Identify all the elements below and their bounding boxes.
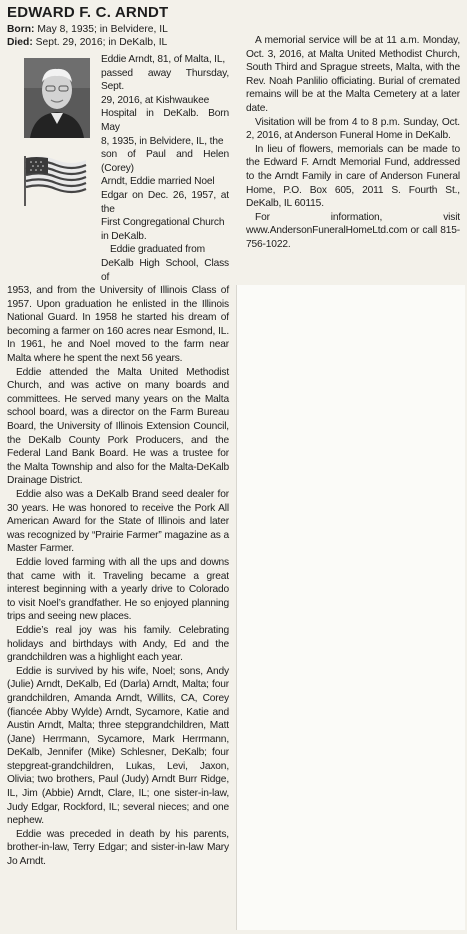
- awards-paragraph: Eddie also was a DeKalb Brand seed dealer for 30 years. He was honored to receive the Pork All American Award for the State of Illinois and later was recognized by “Prairie Farmer” magazine as a Master Farmer.: [7, 489, 229, 555]
- intro-line: Edgar on Dec. 26, 1957, at the: [101, 189, 229, 215]
- visitation-paragraph: Visitation will be from 4 to 8 p.m. Sunday, Oct. 2, 2016, at Anderson Funeral Home in DeKalb.: [246, 116, 460, 142]
- intro-block: [7, 53, 229, 284]
- community-paragraph: Eddie attended the Malta United Methodist Church, and was active on many boards and committees. He served many years on the Malta school board, was a director on the Farm Bureau Board, the University of Illinois Extension Council, the DeKalb County Pork Producers, and the Federal Land Bank Board. He was a trustee for the Malta Township and also for the Malta-DeKalb Drainage District.: [7, 366, 229, 487]
- intro-line: Arndt, Eddie married Noel: [101, 176, 215, 188]
- family-joy-paragraph: Eddie’s real joy was his family. Celebrating holidays and birthdays with Andy, Ed and the grandchildren was a highlight each year.: [7, 624, 229, 664]
- preceded-paragraph: Eddie was preceded in death by his parents, brother-in-law, Terry Edgar; and sister-in-law Mary Jo Arndt.: [7, 828, 229, 868]
- memorials-paragraph: In lieu of flowers, memorials can be made to the Edward F. Arndt Memorial Fund, addressed to the Arndt Family in care of Anderson Funeral Home, P.O. Box 605, 2011 S. Fourth St., DeKalb, IL 60115.: [246, 143, 460, 210]
- american-flag-icon: [22, 154, 88, 206]
- survivors-paragraph: Eddie is survived by his wife, Noel; sons, Andy (Julie) Arndt, DeKalb, Ed (Darla) Arndt, Malta; four grandchildren, Amanda Arndt, Willits, CA, Corey (fiancée Abby Wylde) Arndt, Sycamore, Katie and Austin Arndt, Malta; three stepgrandchildren, Matt (Jane) Herrmann, Sycamore, Mark Herrmann, DeKalb, Jennifer (Mike) Schlesner, DeKalb; four stepgreat-grandchildren, Lukas, Levi, Jaxon, Olivia; two brothers, Paul (Judy) Arndt Burr Ridge, IL, Jim (Abbie) Arndt, Clare, IL; one sister-in-law, Judy Edgar, Rockford, IL; several nieces; and one nephew.: [7, 665, 229, 827]
- born-line: [7, 23, 229, 36]
- born-value: May 8, 1935; in Belvidere, IL: [37, 24, 168, 35]
- obituary-name: EDWARD F. C. ARNDT: [7, 4, 169, 21]
- intro-line: First Congregational Church: [101, 217, 225, 229]
- memorial-service-paragraph: A memorial service will be at 11 a.m. Monday, Oct. 3, 2016, at Malta United Methodist Church, South Third and Sprague streets, Malta, with the Rev. Noah Panlilio officiating. Burial of cremated remains will be at the Malta Cemetery at a later date.: [246, 35, 460, 114]
- intro-line: son of Paul and Helen (Corey): [101, 149, 229, 174]
- intro-line: 29, 2016, at Kishwaukee: [101, 94, 210, 106]
- intro-line: Eddie Arndt, 81, of Malta, IL,: [101, 54, 226, 65]
- intro-line: DeKalb High School, Class of: [101, 257, 229, 283]
- right-column: [246, 34, 460, 252]
- died-label: Died:: [7, 37, 33, 48]
- interests-paragraph: Eddie loved farming with all the ups and downs that came with it. Traveling became a great interest beginning with a yearly drive to Colorado to visit Noel’s grandfather. He so enjoyed planning trips and seeing new places.: [7, 556, 229, 623]
- blank-paper-area: [236, 285, 465, 930]
- education-paragraph: 1953, and from the University of Illinois Class of 1957. Upon graduation he enlisted in the Illinois National Guard. In 1958 he started his dream of becoming a farmer on 160 acres near Esmond, IL. In 1961, he and Noel moved to the farm near Malta where he spent the next 56 years.: [7, 285, 229, 365]
- information-paragraph: For information, visit www.AndersonFuneralHomeLtd.com or call 815-756-1022.: [246, 211, 460, 250]
- intro-line: 8, 1935, in Belvidere, IL, the: [101, 135, 224, 147]
- intro-line: passed away Thursday, Sept.: [101, 67, 229, 93]
- portrait-photo: [24, 58, 90, 138]
- left-column: [7, 4, 229, 869]
- intro-line: in DeKalb.: [101, 230, 147, 242]
- died-value: Sept. 29, 2016; in DeKalb, IL: [35, 37, 168, 48]
- intro-line: Eddie graduated from: [110, 244, 205, 256]
- intro-line: Hospital in DeKalb. Born May: [101, 108, 229, 133]
- died-line: [7, 36, 229, 49]
- born-label: Born:: [7, 24, 35, 35]
